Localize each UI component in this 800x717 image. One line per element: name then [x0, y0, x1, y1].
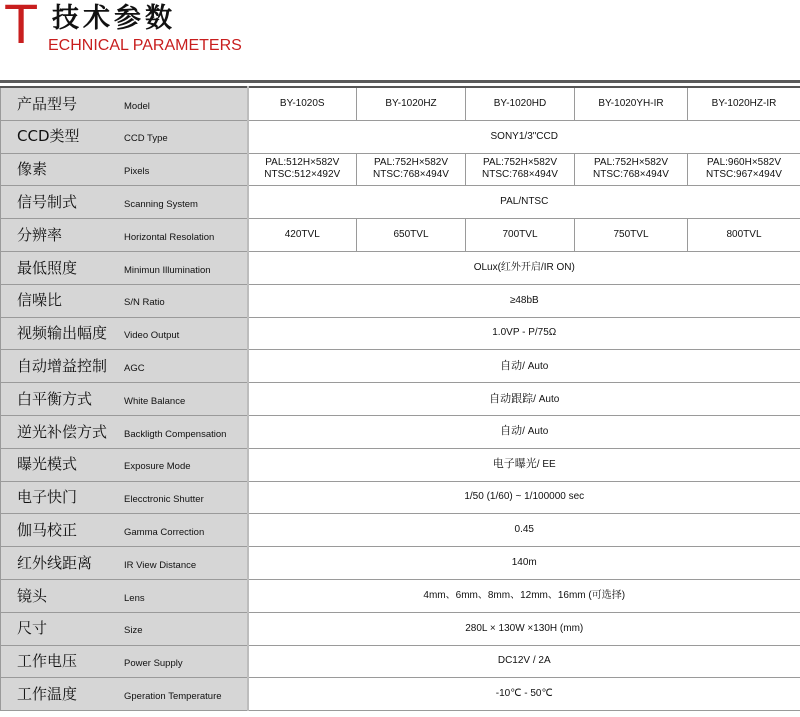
- header-big-letter: T: [4, 0, 39, 55]
- value-cell: DC12V / 2A: [248, 645, 800, 678]
- table-row-pixels: [1, 153, 800, 186]
- label-en: IR View Distance: [124, 559, 197, 571]
- table-row-lens: [1, 579, 800, 612]
- resolution-cell: 650TVL: [357, 219, 466, 252]
- label-en: Scanning System: [124, 198, 198, 210]
- table-row-ccd: [1, 120, 800, 153]
- pixels-ntsc: NTSC:768×494V: [482, 169, 558, 181]
- label-cn: CCD类型: [17, 127, 80, 146]
- label-cn: 电子快门: [17, 488, 78, 507]
- table-row-temperature: [1, 678, 800, 711]
- row-label: [1, 514, 248, 547]
- resolution-cell: 420TVL: [248, 219, 357, 252]
- resolution-cell: 750TVL: [575, 219, 688, 252]
- value-cn: 电子曝光: [492, 457, 537, 471]
- value-en: / Auto: [522, 360, 549, 372]
- pixels-ntsc: NTSC:512×492V: [264, 169, 341, 181]
- label-en: White Balance: [124, 395, 186, 407]
- label-cn: 白平衡方式: [17, 389, 93, 408]
- label-cn: 逆光补偿方式: [17, 422, 108, 441]
- table-row-white-balance: [1, 383, 800, 416]
- label-en: Lens: [124, 592, 145, 604]
- row-label: [1, 350, 248, 383]
- table-row-model: [1, 87, 800, 120]
- value-cn: 自动跟踪: [489, 391, 534, 405]
- row-label: [1, 153, 248, 186]
- spec-table: [0, 86, 800, 711]
- row-label: [1, 448, 248, 481]
- label-cn: 像素: [17, 160, 48, 179]
- table-row-ir: [1, 547, 800, 580]
- value-cell: [248, 350, 800, 383]
- table-row-backlight: [1, 415, 800, 448]
- model-cell: BY-1020S: [248, 87, 357, 120]
- table-row-illumination: [1, 251, 800, 284]
- value-cell: -10℃ - 50℃: [248, 678, 800, 711]
- table-row-sn: [1, 284, 800, 317]
- pixels-cell: [357, 153, 466, 186]
- table-row-resolution: [1, 219, 800, 252]
- value-cell: 280L × 130W ×130H (mm): [248, 612, 800, 645]
- model-cell: BY-1020YH-IR: [575, 87, 688, 120]
- label-en: Elecctronic Shutter: [124, 494, 204, 506]
- row-label: [1, 547, 248, 580]
- row-label: [1, 415, 248, 448]
- label-en: Pixels: [124, 166, 150, 178]
- model-cell: BY-1020HD: [466, 87, 575, 120]
- row-label: [1, 284, 248, 317]
- row-label: [1, 612, 248, 645]
- value-cn: 自动: [500, 424, 523, 438]
- pixels-pal: PAL:752H×582V: [373, 157, 449, 169]
- pixels-ntsc: NTSC:768×494V: [373, 169, 449, 181]
- label-en: CCD Type: [124, 133, 168, 145]
- value-cell: [248, 448, 800, 481]
- resolution-cell: 800TVL: [688, 219, 800, 252]
- label-cn: 工作电压: [17, 652, 78, 671]
- label-cn: 镜头: [17, 586, 48, 605]
- value-cell: 4mm、6mm、8mm、12mm、16mm (可选择): [248, 579, 800, 612]
- pixels-cell: [688, 153, 800, 186]
- pixels-pal: PAL:752H×582V: [482, 157, 558, 169]
- pixels-cell: [466, 153, 575, 186]
- page-header: [0, 0, 800, 70]
- label-cn: 信号制式: [17, 192, 78, 211]
- label-cn: 尺寸: [17, 619, 48, 638]
- row-label: [1, 579, 248, 612]
- row-label: [1, 186, 248, 219]
- label-cn: 信噪比: [17, 291, 63, 310]
- row-label: [1, 317, 248, 350]
- resolution-cell: 700TVL: [466, 219, 575, 252]
- label-cn: 产品型号: [17, 94, 78, 113]
- value-cell: [248, 415, 800, 448]
- table-row-exposure: [1, 448, 800, 481]
- label-en: Gamma Correction: [124, 526, 205, 538]
- label-cn: 曝光模式: [17, 455, 78, 474]
- header-title-cn: 技术参数: [52, 3, 176, 34]
- table-row-power: [1, 645, 800, 678]
- table-row-scanning: [1, 186, 800, 219]
- header-title-en: ECHNICAL PARAMETERS: [48, 37, 242, 54]
- table-row-video: [1, 317, 800, 350]
- divider: [0, 80, 800, 83]
- label-cn: 自动增益控制: [17, 356, 108, 375]
- value-cell: 0.45: [248, 514, 800, 547]
- label-en: Power Supply: [124, 658, 183, 670]
- label-en: Size: [124, 625, 143, 637]
- label-cn: 最低照度: [17, 258, 78, 277]
- label-en: Backligth Compensation: [124, 428, 227, 440]
- table-row-agc: [1, 350, 800, 383]
- value-cell: 1.0VP - P/75Ω: [248, 317, 800, 350]
- row-label: [1, 383, 248, 416]
- label-en: Minimun Illumination: [124, 264, 211, 276]
- label-cn: 伽马校正: [17, 520, 78, 539]
- label-en: Model: [124, 100, 150, 112]
- pixels-ntsc: NTSC:768×494V: [593, 169, 669, 181]
- pixels-pal: PAL:960H×582V: [706, 157, 782, 169]
- label-en: Video Output: [124, 330, 180, 342]
- label-cn: 分辨率: [17, 225, 63, 244]
- row-label: [1, 120, 248, 153]
- pixels-pal: PAL:752H×582V: [593, 157, 669, 169]
- table-row-gamma: [1, 514, 800, 547]
- label-en: AGC: [124, 362, 145, 374]
- label-en: Exposure Mode: [124, 461, 191, 473]
- pixels-ntsc: NTSC:967×494V: [706, 169, 782, 181]
- pixels-cell: [575, 153, 688, 186]
- value-cell: ≥48bB: [248, 284, 800, 317]
- value-cell: 1/50 (1/60) ~ 1/100000 sec: [248, 481, 800, 514]
- model-cell: BY-1020HZ: [357, 87, 466, 120]
- value-cell: [248, 383, 800, 416]
- value-cell: 140m: [248, 547, 800, 580]
- row-label: [1, 481, 248, 514]
- value-en: / Auto: [522, 426, 549, 438]
- row-label: [1, 645, 248, 678]
- value-cell: PAL/NTSC: [248, 186, 800, 219]
- value-cell: SONY1/3"CCD: [248, 120, 800, 153]
- pixels-pal: PAL:512H×582V: [265, 157, 340, 169]
- table-row-shutter: [1, 481, 800, 514]
- label-en: Gperation Temperature: [124, 690, 222, 702]
- table-row-size: [1, 612, 800, 645]
- row-label: [1, 251, 248, 284]
- value-en: / EE: [536, 459, 556, 471]
- label-cn: 红外线距离: [17, 553, 93, 572]
- model-cell: BY-1020HZ-IR: [688, 87, 800, 120]
- label-en: Horizontal Resolation: [124, 231, 215, 243]
- value-cn: 自动: [500, 358, 523, 372]
- pixels-cell: [248, 153, 357, 186]
- label-cn: 视频输出幅度: [17, 324, 108, 343]
- row-label: [1, 87, 248, 120]
- row-label: [1, 219, 248, 252]
- label-cn: 工作温度: [17, 684, 78, 703]
- value-en: / Auto: [533, 393, 560, 405]
- row-label: [1, 678, 248, 711]
- label-en: S/N Ratio: [124, 297, 165, 309]
- value-cell: OLux(红外开启/IR ON): [248, 251, 800, 284]
